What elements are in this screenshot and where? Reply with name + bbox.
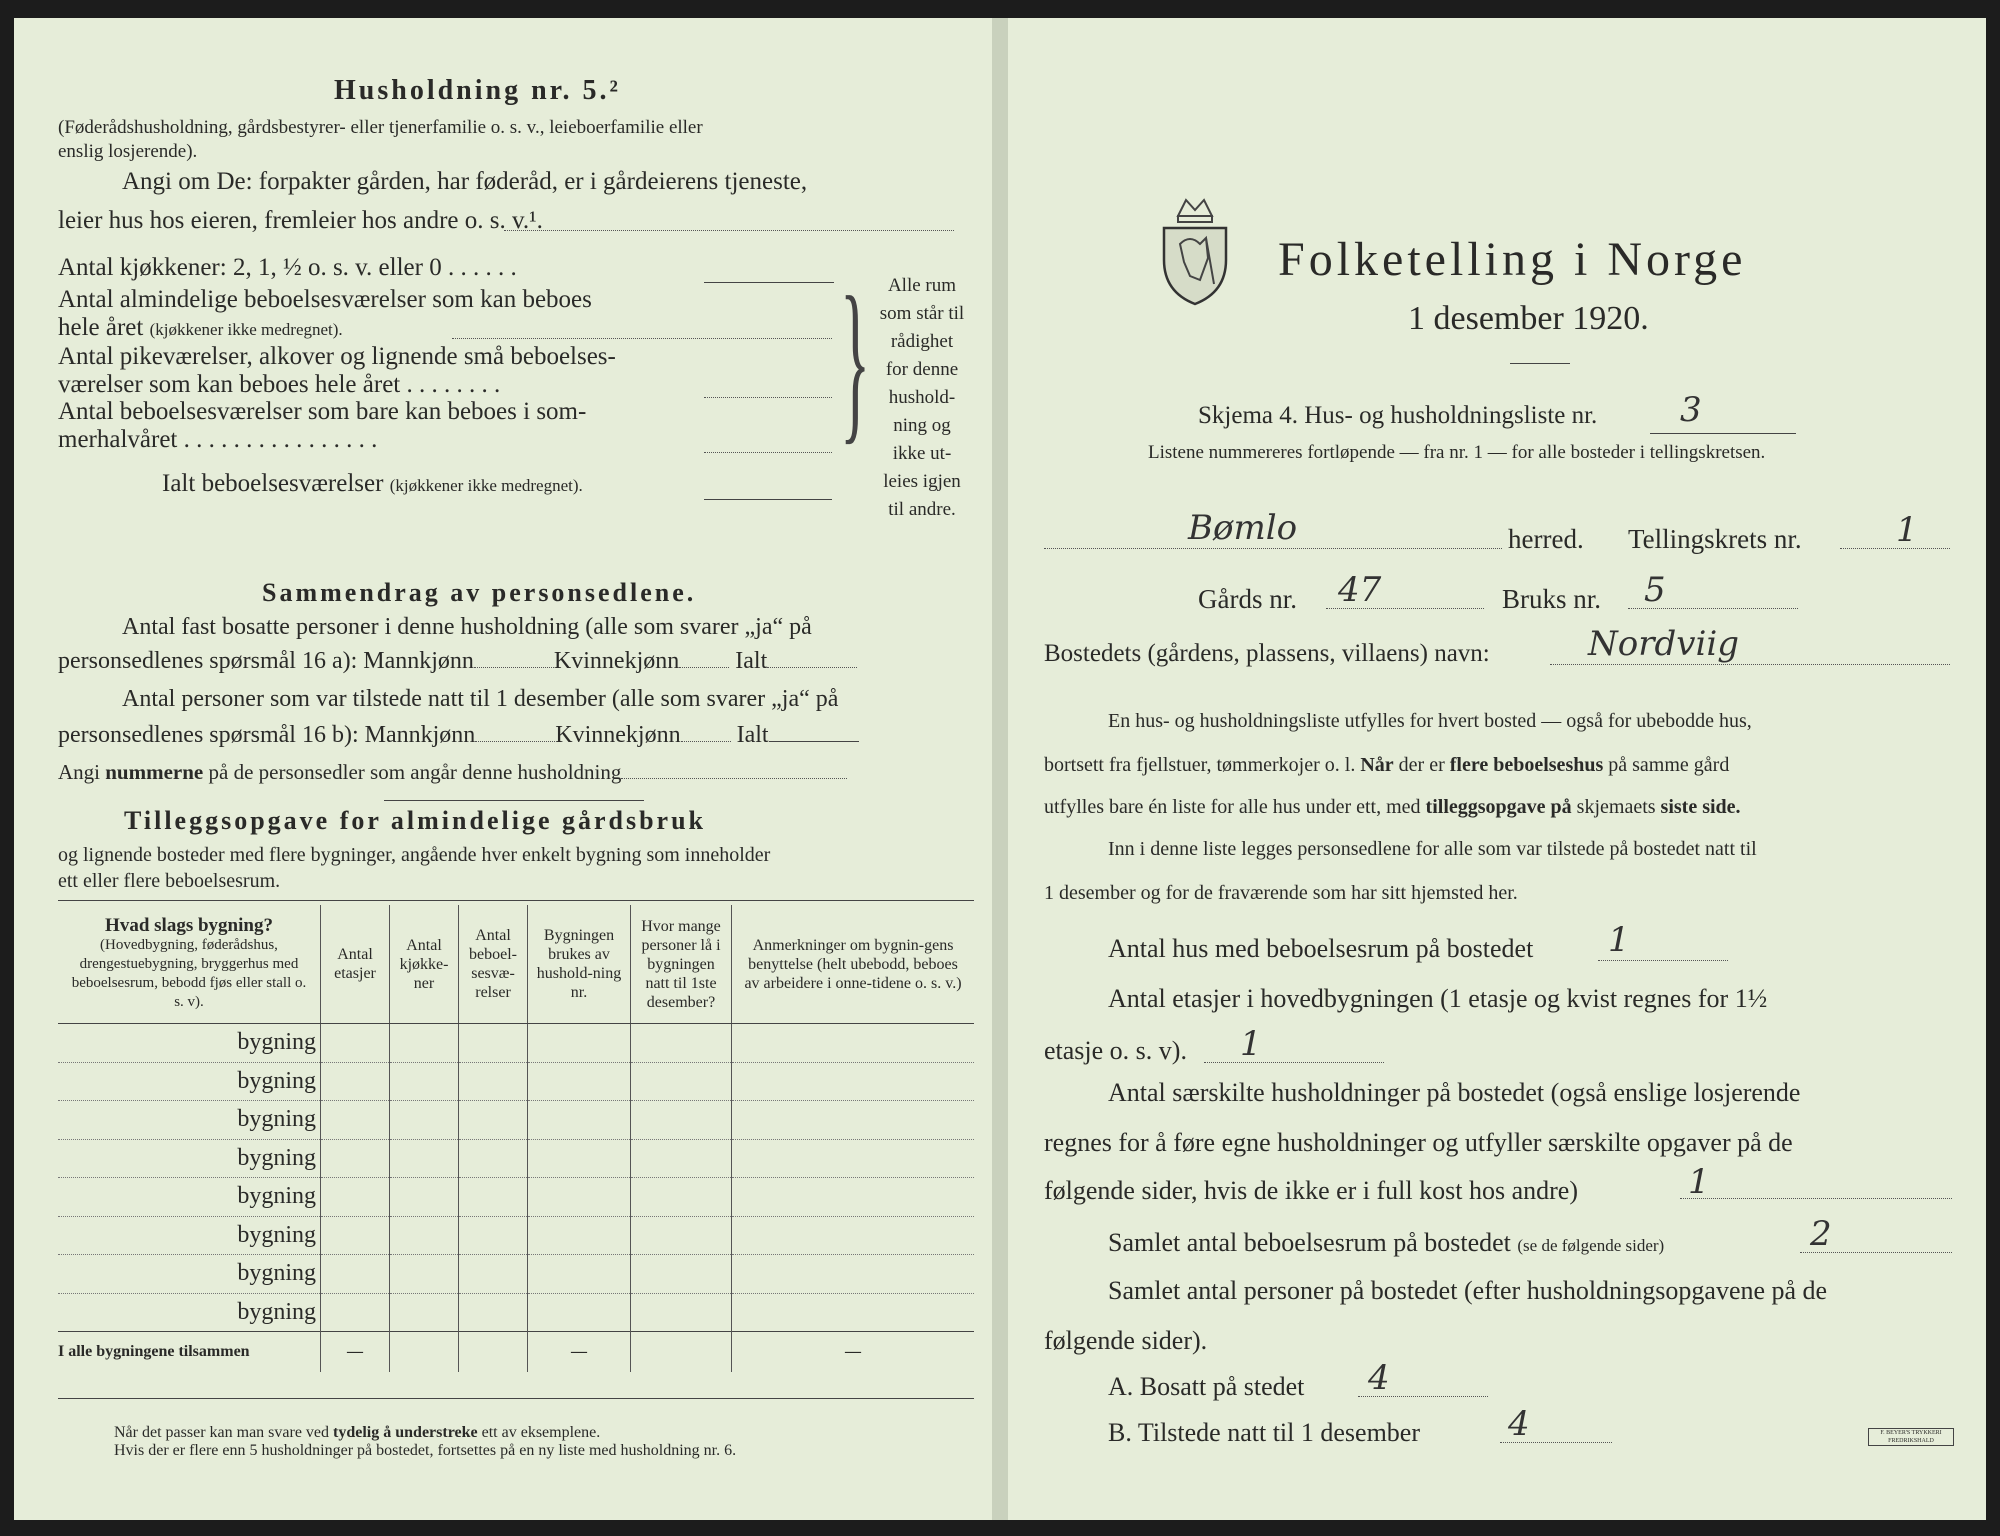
- table-cell: [732, 1024, 975, 1063]
- table-row: [58, 1255, 974, 1294]
- building-label: bygning: [58, 1255, 321, 1294]
- info-line-4: Inn i denne liste legges personsedlene for alle som var tilstede på bostedet natt til: [1108, 838, 1757, 860]
- bosted-value: Nordviig: [1588, 624, 1739, 664]
- bosted-line: [1550, 664, 1950, 665]
- krets-label: Tellingskrets nr.: [1628, 524, 1802, 554]
- col-rooms: Antal beboel-sesvæ-relser: [459, 905, 528, 1024]
- summary-line-1: Antal fast bosatte personer i denne husholdning (alle som svarer „ja“ på: [122, 614, 812, 640]
- q2-label-2: etasje o. s. v).: [1044, 1036, 1187, 1065]
- bosted-label: Bostedets (gårdens, plassens, villaens) navn:: [1044, 640, 1490, 667]
- total-household: —: [528, 1332, 631, 1373]
- summary-line-4: personsedlenes spørsmål 16 b): Mannkjønn Kvinnekjønn Ialt: [58, 722, 859, 749]
- ordinary-rooms-line: [452, 338, 832, 339]
- building-label: bygning: [58, 1178, 321, 1217]
- summer-rooms-2: merhalvåret . . . . . . . . . . . . . . . .: [58, 426, 378, 453]
- table-cell: [528, 1216, 631, 1255]
- kitchens-line: [704, 282, 834, 283]
- tilstede-line: [1500, 1442, 1612, 1443]
- table-cell: [732, 1139, 975, 1178]
- table-cell: [732, 1178, 975, 1217]
- krets-value: 1: [1896, 510, 1918, 550]
- side-note-line: leies igjen: [883, 471, 961, 492]
- side-note-line: Alle rum: [887, 275, 957, 296]
- col-kitchens: Antal kjøkke-ner: [390, 905, 459, 1024]
- krets-line: [1840, 548, 1950, 549]
- table-cell: [459, 1178, 528, 1217]
- table-cell: [528, 1101, 631, 1140]
- household-title: Husholdning nr. 5.²: [334, 75, 621, 106]
- household-subtitle-2: enslig losjerende).: [58, 141, 198, 162]
- table-cell: [732, 1255, 975, 1294]
- total-floors: —: [321, 1332, 390, 1373]
- q4-label: Samlet antal beboelsesrum på bostedet (se de følgende sider): [1108, 1228, 1665, 1257]
- table-cell: [390, 1101, 459, 1140]
- gards-value: 47: [1338, 570, 1382, 610]
- table-cell: [459, 1216, 528, 1255]
- col-household-nr: Bygningen brukes av hushold-ning nr.: [528, 905, 631, 1024]
- farm-table-top: [58, 900, 974, 901]
- info-line-2: bortsett fra fjellstuer, tømmerkojer o. l. Når der er flere beboelseshus på samme gård: [1044, 754, 1730, 776]
- table-total-row: [58, 1332, 974, 1373]
- col-building-type: Hvad slags bygning? (Hovedbygning, føderådshus, drengestuebygning, bryggerhus med beboelsesrum, bebodd fjøs eller stall o. s. v).: [58, 905, 321, 1024]
- table-cell: [732, 1293, 975, 1332]
- table-cell: [528, 1178, 631, 1217]
- q2-line: [1204, 1062, 1384, 1063]
- q4-value: 2: [1810, 1214, 1832, 1254]
- page-fold: [992, 18, 1008, 1520]
- q3-line: [1680, 1198, 1952, 1199]
- table-cell: [390, 1178, 459, 1217]
- table-row: [58, 1293, 974, 1332]
- farm-table-bottom: [58, 1398, 974, 1399]
- q4-line: [1800, 1252, 1952, 1253]
- table-row: [58, 1216, 974, 1255]
- census-date: 1 desember 1920.: [1408, 300, 1649, 337]
- q2-value: 1: [1240, 1024, 1262, 1064]
- table-cell: [321, 1293, 390, 1332]
- q2-label-1: Antal etasjer i hovedbygningen (1 etasje og kvist regnes for 1½: [1108, 984, 1768, 1013]
- q1-value: 1: [1608, 920, 1630, 960]
- table-cell: [631, 1255, 732, 1294]
- schema-number: 3: [1680, 390, 1702, 430]
- building-label: bygning: [58, 1293, 321, 1332]
- table-cell: [390, 1024, 459, 1063]
- q1-label: Antal hus med beboelsesrum på bostedet: [1108, 934, 1534, 963]
- numbering-note: Listene nummereres fortløpende — fra nr. 1 — for alle bosteder i tellingskretsen.: [1148, 442, 1766, 463]
- angi-line-1: Angi om De: forpakter gården, har føderåd, er i gårdeierens tjeneste,: [122, 168, 808, 195]
- farm-title: Tilleggsopgave for almindelige gårdsbruk: [124, 806, 707, 835]
- herred-value: Bømlo: [1188, 508, 1298, 548]
- total-rooms-line: [704, 499, 832, 500]
- census-title: Folketelling i Norge: [1278, 233, 1747, 286]
- info-line-3: utfylles bare én liste for alle hus under ett, med tilleggsopgave på skjemaets siste side.: [1044, 796, 1741, 818]
- total-label: I alle bygningene tilsammen: [58, 1332, 321, 1373]
- maid-rooms-line: [704, 397, 832, 398]
- table-row: [58, 1062, 974, 1101]
- bruks-line: [1628, 608, 1798, 609]
- total-rooms-label: Ialt beboelsesværelser (kjøkkener ikke medregnet).: [162, 470, 583, 497]
- side-note-line: rådighet: [890, 331, 954, 352]
- tilstede-label: B. Tilstede natt til 1 desember: [1108, 1418, 1420, 1447]
- table-cell: [631, 1293, 732, 1332]
- summary-line-3: Antal personer som var tilstede natt til 1 desember (alle som svarer „ja“ på: [122, 686, 839, 712]
- table-cell: [390, 1139, 459, 1178]
- footnote-1: Når det passer kan man svare ved tydelig å understreke ett av eksemplene.: [114, 1424, 601, 1441]
- kitchens-label: Antal kjøkkener: 2, 1, ½ o. s. v. eller 0 . . . . . .: [58, 254, 517, 281]
- info-line-1: En hus- og husholdningsliste utfylles for hvert bosted — også for ubebodde hus,: [1108, 710, 1752, 732]
- total-remarks: —: [732, 1332, 975, 1373]
- table-cell: [732, 1216, 975, 1255]
- q1-line: [1598, 960, 1728, 961]
- table-cell: [459, 1293, 528, 1332]
- rooms-bracket: }: [840, 260, 871, 459]
- table-cell: [321, 1139, 390, 1178]
- summer-rooms-line: [704, 452, 832, 453]
- table-cell: [321, 1216, 390, 1255]
- table-cell: [321, 1255, 390, 1294]
- building-label: bygning: [58, 1062, 321, 1101]
- summary-line-2: personsedlenes spørsmål 16 a): Mannkjønn Kvinnekjønn Ialt: [58, 648, 857, 675]
- tilstede-value: 4: [1508, 1404, 1530, 1444]
- household-subtitle: (Føderådshusholdning, gårdsbestyrer- eller tjenerfamilie o. s. v., leieboerfamilie eller: [58, 117, 703, 138]
- table-cell: [321, 1062, 390, 1101]
- building-label: bygning: [58, 1139, 321, 1178]
- summer-rooms-1: Antal beboelsesværelser som bare kan beboes i som-: [58, 398, 587, 425]
- q5-label-2: følgende sider).: [1044, 1326, 1208, 1355]
- table-cell: [459, 1255, 528, 1294]
- col-persons: Hvor mange personer lå i bygningen natt til 1ste desember?: [631, 905, 732, 1024]
- angi-line-2: leier hus hos eieren, fremleier hos andre o. s. v.¹.: [58, 207, 543, 234]
- table-row: [58, 1178, 974, 1217]
- col-remarks: Anmerkninger om bygnin-gens benyttelse (helt ubebodd, beboes av arbeidere i onne-tidene o. s. v.): [732, 905, 975, 1024]
- rooms-side-note: [872, 272, 972, 524]
- summary-line-5: Angi nummerne på de personsedler som angår denne husholdning: [58, 760, 847, 785]
- table-cell: [459, 1024, 528, 1063]
- q3-value: 1: [1688, 1162, 1710, 1202]
- farm-subtitle-2: ett eller flere beboelsesrum.: [58, 870, 281, 892]
- schema-label: Skjema 4. Hus- og husholdningsliste nr.: [1198, 402, 1598, 429]
- table-cell: [528, 1255, 631, 1294]
- building-label: bygning: [58, 1024, 321, 1063]
- q3-label-2: regnes for å føre egne husholdninger og utfyller særskilte opgaver på de: [1044, 1128, 1793, 1157]
- table-cell: [631, 1139, 732, 1178]
- info-line-5: 1 desember og for de fraværende som har sitt hjemsted her.: [1044, 882, 1518, 904]
- table-cell: [732, 1101, 975, 1140]
- gards-label: Gårds nr.: [1198, 584, 1297, 614]
- side-note-line: som står til: [879, 303, 965, 324]
- summary-divider: [384, 800, 644, 801]
- table-cell: [459, 1139, 528, 1178]
- table-cell: [390, 1255, 459, 1294]
- table-row: [58, 1024, 974, 1063]
- printer-stamp: F. BEYER'S TRYKKERI FREDRIKSHALD: [1868, 1428, 1954, 1446]
- ordinary-rooms-2: hele året (kjøkkener ikke medregnet).: [58, 314, 343, 341]
- table-cell: [390, 1216, 459, 1255]
- table-cell: [321, 1024, 390, 1063]
- table-cell: [631, 1101, 732, 1140]
- side-note-line: ning og: [893, 415, 951, 436]
- schema-line: [1650, 433, 1796, 434]
- table-cell: [390, 1293, 459, 1332]
- table-cell: [631, 1216, 732, 1255]
- bosatt-label: A. Bosatt på stedet: [1108, 1372, 1305, 1401]
- table-cell: [732, 1062, 975, 1101]
- gards-line: [1326, 608, 1484, 609]
- table-cell: [321, 1101, 390, 1140]
- table-cell: [459, 1101, 528, 1140]
- q5-label-1: Samlet antal personer på bostedet (efter husholdningsopgavene på de: [1108, 1276, 1828, 1305]
- side-note-line: ikke ut-: [892, 443, 952, 464]
- title-divider: [1510, 363, 1570, 364]
- bruks-label: Bruks nr.: [1502, 584, 1602, 614]
- table-cell: [528, 1062, 631, 1101]
- building-table: [58, 905, 974, 1372]
- summary-title: Sammendrag av personsedlene.: [262, 578, 697, 607]
- farm-subtitle-1: og lignende bosteder med flere bygninger, angående hver enkelt bygning som inneholder: [58, 844, 771, 866]
- building-label: bygning: [58, 1101, 321, 1140]
- table-cell: [528, 1139, 631, 1178]
- angi-answer-line: [504, 230, 954, 231]
- side-note-line: til andre.: [888, 499, 956, 520]
- table-row: [58, 1139, 974, 1178]
- maid-rooms-1: Antal pikeværelser, alkover og lignende små beboelses-: [58, 343, 616, 370]
- left-page: [14, 18, 992, 1520]
- ordinary-rooms-1: Antal almindelige beboelsesværelser som kan beboes: [58, 286, 592, 313]
- right-page: [1008, 18, 1986, 1520]
- footnote-2: Hvis der er flere enn 5 husholdninger på bostedet, fortsettes på en ny liste med husholdning nr. 6.: [114, 1442, 737, 1459]
- table-cell: [631, 1178, 732, 1217]
- q3-label-1: Antal særskilte husholdninger på bostedet (også enslige losjerende: [1108, 1078, 1801, 1107]
- side-note-line: for denne: [885, 359, 959, 380]
- table-row: [58, 1101, 974, 1140]
- table-cell: [528, 1024, 631, 1063]
- table-cell: [321, 1178, 390, 1217]
- side-note-line: hushold-: [888, 387, 956, 408]
- maid-rooms-2: værelser som kan beboes hele året . . . . . . . .: [58, 371, 501, 398]
- table-cell: [631, 1024, 732, 1063]
- col-floors: Antal etasjer: [321, 905, 390, 1024]
- table-cell: [631, 1062, 732, 1101]
- bosatt-value: 4: [1368, 1358, 1390, 1398]
- table-cell: [390, 1062, 459, 1101]
- q3-label-3: følgende sider, hvis de ikke er i full kost hos andre): [1044, 1176, 1578, 1205]
- bosatt-line: [1358, 1396, 1488, 1397]
- coat-of-arms-icon: [1156, 188, 1234, 308]
- bruks-value: 5: [1644, 570, 1666, 610]
- building-label: bygning: [58, 1216, 321, 1255]
- herred-line: [1044, 548, 1502, 549]
- table-cell: [459, 1062, 528, 1101]
- table-cell: [528, 1293, 631, 1332]
- herred-label: herred.: [1508, 524, 1584, 554]
